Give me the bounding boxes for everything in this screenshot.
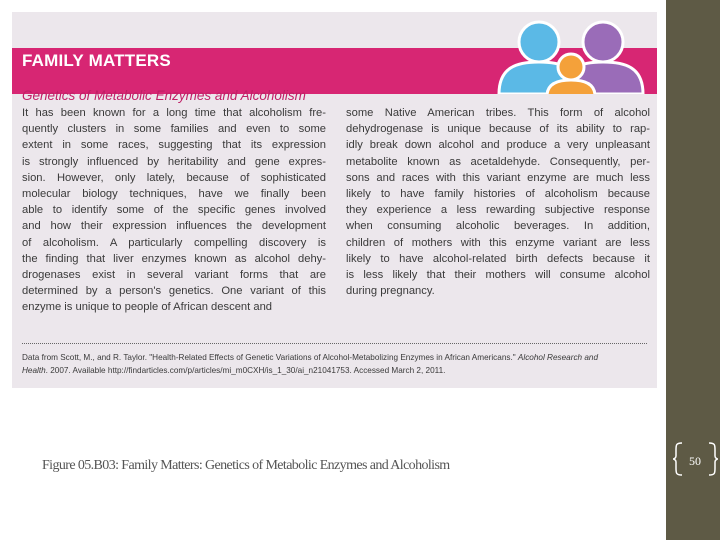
text-line: they experience a less rewarding subjective response (346, 204, 650, 217)
text-line: drogenases exist in several variant forms that are (22, 269, 326, 282)
left-column (22, 105, 326, 316)
text-line: likely to have family histories of alcoholism because (346, 188, 650, 201)
text-line: children of mothers with this enzyme variant are less (346, 236, 650, 249)
text-line: enzyme is unique to people of African descent and (22, 301, 273, 314)
text-line: the finding that liver enzymes known as alcohol dehy- (22, 252, 326, 265)
text-line: sion. However, only lately, because of sophisticated (22, 171, 326, 184)
figure-caption: Figure 05.B03: Family Matters: Genetics of Metabolic Enzymes and Alcoholism (42, 458, 450, 473)
source-prefix: Data from Scott, M., and R. Taylor. "Health-Related Effects of Genetic Variations of Alcohol-Metabolizing Enzymes in African Americans." (22, 353, 518, 362)
banner-title: FAMILY MATTERS (22, 51, 171, 70)
text-line: and how their expression influences the development (22, 220, 326, 233)
text-line: some Native American tribes. This form of alcohol (346, 107, 650, 119)
article-heading: Genetics of Metabolic Enzymes and Alcoholism (22, 88, 306, 103)
text-line: extent in some races, suggesting that its expression (22, 139, 326, 152)
text-line: of alcoholism. A particularly compelling discovery is (22, 236, 326, 249)
text-line: sons and races with this variant enzyme are much less (346, 171, 650, 184)
text-line: likely to have alcohol-related birth defects because it (346, 252, 650, 265)
source-citation (22, 351, 642, 377)
text-line: idly break down alcohol and produce a very unpleasant (346, 139, 650, 152)
text-line: metabolite known as acetaldehyde. Consequently, per- (346, 155, 650, 168)
family-people-icon (477, 12, 657, 94)
text-line: determined by a person's genetics. One variant of this (22, 285, 326, 298)
figure-card (12, 12, 657, 388)
dotted-divider (22, 343, 647, 344)
right-bracket-icon (707, 442, 719, 476)
text-line: is strongly influenced by heritability and gene expres- (22, 155, 326, 168)
source-journal-cont: Health (22, 366, 46, 375)
text-line: during pregnancy. (346, 285, 435, 298)
text-line: It has been known for a long time that alcoholism fre- (22, 107, 326, 119)
text-line: dehydrogenase is unique because of its ability to rap- (346, 123, 650, 136)
text-line: able to identify some of the specific genes involved (22, 204, 326, 217)
source-journal: Alcohol Research and (517, 353, 599, 362)
right-column (346, 105, 650, 299)
page-number: 50 (689, 454, 701, 468)
text-line: quently clusters in some families and even to some (22, 123, 326, 136)
source-suffix: . 2007. Available http://findarticles.com/p/articles/mi_m0CXH/is_1_30/ai_n21041753. Accessed March 2, 2011. (45, 366, 446, 375)
text-line: molecular biology techniques, have we finally been (22, 188, 326, 201)
text-line: is less likely that their mothers will consume alcohol (346, 269, 650, 282)
text-line: when consuming alcoholic beverages. In addition, (346, 220, 650, 233)
